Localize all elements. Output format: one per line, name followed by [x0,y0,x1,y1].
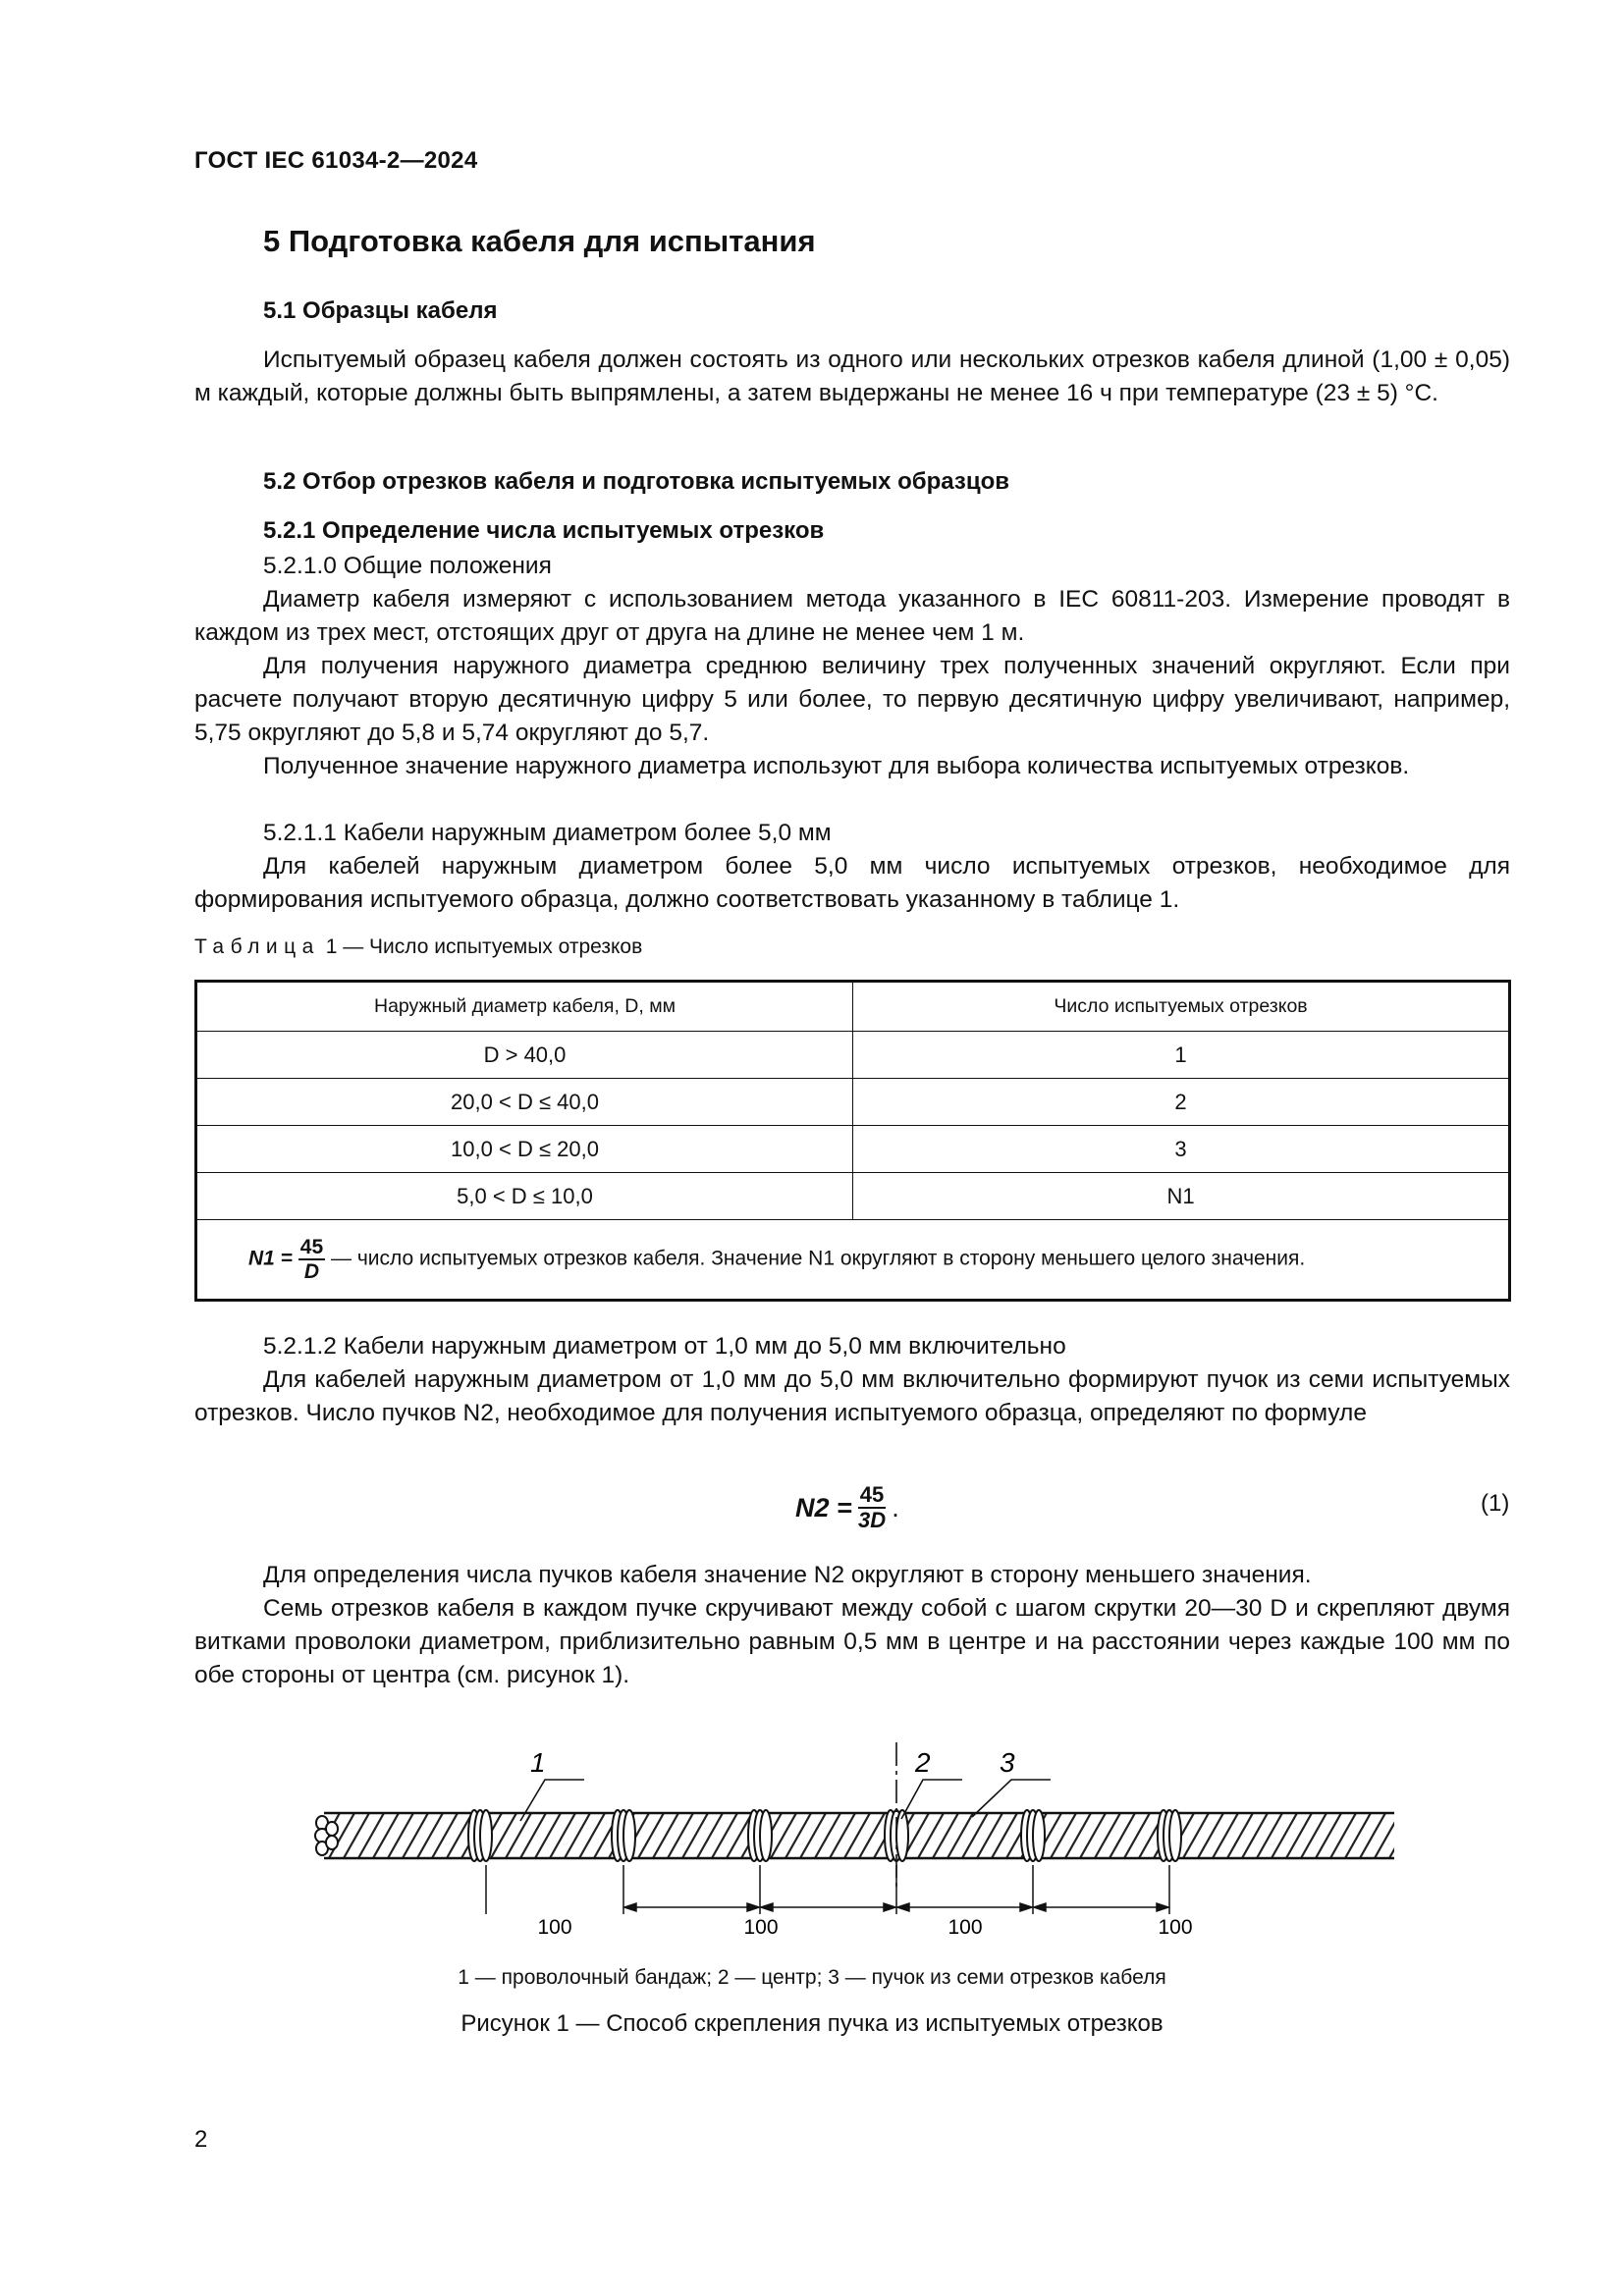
label-2: 2 [915,1747,931,1778]
footnote-text: — число испытуемых отрезков кабеля. Значение N1 округляют в сторону меньшего целого значения. [331,1247,1306,1270]
paragraph-rounding: Для получения наружного диаметра среднюю величину трех полученных значений округляют. Если при расчете получают вторую десятичную цифру 5 или более, то первую десятичную цифру увеличивают, например, 5,75 округляют до 5,8 и 5,74 округляют до 5,7. [194,653,1510,746]
table-1 [194,980,1511,1302]
table-header-diameter: Наружный диаметр кабеля, D, мм [196,982,853,1032]
figure-1-title: Рисунок 1 — Способ скрепления пучка из испытуемых отрезков [460,2010,1164,2037]
formula-fraction [858,1484,886,1531]
wire-band [468,1810,492,1861]
paragraph-diameter-usage: Полученное значение наружного диаметра используют для выбора количества испытуемых отрезков. [263,753,1410,779]
paragraph-rounding-bundles: Для определения числа пучков кабеля значение N2 округляют в сторону меньшего значения. [263,1562,1312,1588]
table-1-caption [194,935,642,959]
table-header-count: Число испытуемых отрезков [853,982,1510,1032]
table-cell-diameter: D > 40,0 [196,1032,853,1079]
fraction-numerator: 45 [299,1236,324,1258]
table-row [196,1173,1510,1220]
paragraph-5-1: Испытуемый образец кабеля должен состоять из одного или нескольких отрезков кабеля длиной (1,00 ± 0,05) м каждый, которые должны быть выпрямлены, а затем выдержаны не менее 16 ч при температуре (23 ± 5) °С. [194,347,1510,406]
fraction-numerator: 45 [859,1482,885,1507]
page-number: 2 [194,2126,208,2153]
subsection-5-1-heading: 5.1 Образцы кабеля [263,297,498,324]
dimension-label: 100 [947,1916,983,1939]
formula-1 [795,1484,899,1531]
wire-band [612,1810,635,1861]
wire-band [1021,1810,1045,1861]
strand-line [1419,1813,1424,1858]
formula-period: . [892,1492,899,1522]
footnote-formula-lhs: N1 = [248,1247,293,1270]
clause-5-2-1-0: 5.2.1.0 Общие положения [263,553,552,579]
table-cell-count: 1 [853,1032,1510,1079]
paragraph-diameter-measurement: Диаметр кабеля измеряют с использованием метода указанного в IEC 60811-203. Измерение проводят в каждом из трех мест, отстоящих друг от друга на длине не менее чем 1 м. [194,586,1510,646]
table-cell-count: 2 [853,1079,1510,1126]
table-cell-count: 3 [853,1126,1510,1173]
table-row [196,1032,1510,1079]
figure-1-legend: 1 — проволочный бандаж; 2 — центр; 3 — пучок из семи отрезков кабеля [458,1966,1166,1989]
paragraph-twisting: Семь отрезков кабеля в каждом пучке скручивают между собой с шагом скрутки 20—30 D и скрепляют двумя витками проволоки диаметром, приблизительно равным 0,5 мм в центре и на расстоянии через каждые 100 мм по обе стороны от центра (см. рисунок 1). [194,1595,1510,1688]
formula-lhs: N2 = [795,1492,852,1522]
wire-band [748,1810,772,1861]
fraction-denominator: 3D [857,1508,887,1532]
table-caption-title: 1 — Число испытуемых отрезков [325,935,643,958]
clause-5-2-1-2: 5.2.1.2 Кабели наружным диаметром от 1,0 мм до 5,0 мм включительно [263,1333,1066,1360]
table-row [196,1079,1510,1126]
dimension-lines [486,1865,1169,1914]
clause-5-2-1-1: 5.2.1.1 Кабели наружным диаметром более 5,0 мм [263,820,832,846]
table-cell-diameter: 10,0 < D ≤ 20,0 [196,1126,853,1173]
footnote-formula-fraction [298,1237,325,1282]
table-cell-count: N1 [853,1173,1510,1220]
table-footnote [196,1220,1510,1301]
fraction-denominator: D [303,1260,320,1283]
dimension-label: 100 [537,1916,572,1939]
table-caption-label: Таблица [194,935,320,958]
paragraph-bundles: Для кабелей наружным диаметром от 1,0 мм до 5,0 мм включительно формируют пучок из семи испытуемых отрезков. Число пучков N2, необходимое для получения испытуемого образца, определяют по формуле [194,1366,1510,1426]
subsection-5-2-heading: 5.2 Отбор отрезков кабеля и подготовка испытуемых образцов [263,468,1010,495]
dimension-label: 100 [1158,1916,1193,1939]
standard-designation: ГОСТ IEC 61034-2—2024 [194,147,478,174]
figure-1-cable-bundle [295,1723,1424,1949]
label-3: 3 [1000,1747,1015,1778]
table-cell-diameter: 5,0 < D ≤ 10,0 [196,1173,853,1220]
strand-line [1404,1813,1424,1858]
table-cell-diameter: 20,0 < D ≤ 40,0 [196,1079,853,1126]
label-1: 1 [530,1747,546,1778]
wire-band [1158,1810,1181,1861]
paragraph-table-reference: Для кабелей наружным диаметром более 5,0 мм число испытуемых отрезков, необходимое для формирования испытуемого образца, должно соответствовать указанному в таблице 1. [194,853,1510,913]
formula-number: (1) [1481,1490,1510,1517]
subsection-5-2-1-heading: 5.2.1 Определение числа испытуемых отрезков [263,517,825,544]
table-row [196,1126,1510,1173]
dimension-label: 100 [743,1916,779,1939]
section-5-heading: 5 Подготовка кабеля для испытания [263,224,816,258]
cable-end-strands [315,1816,338,1855]
